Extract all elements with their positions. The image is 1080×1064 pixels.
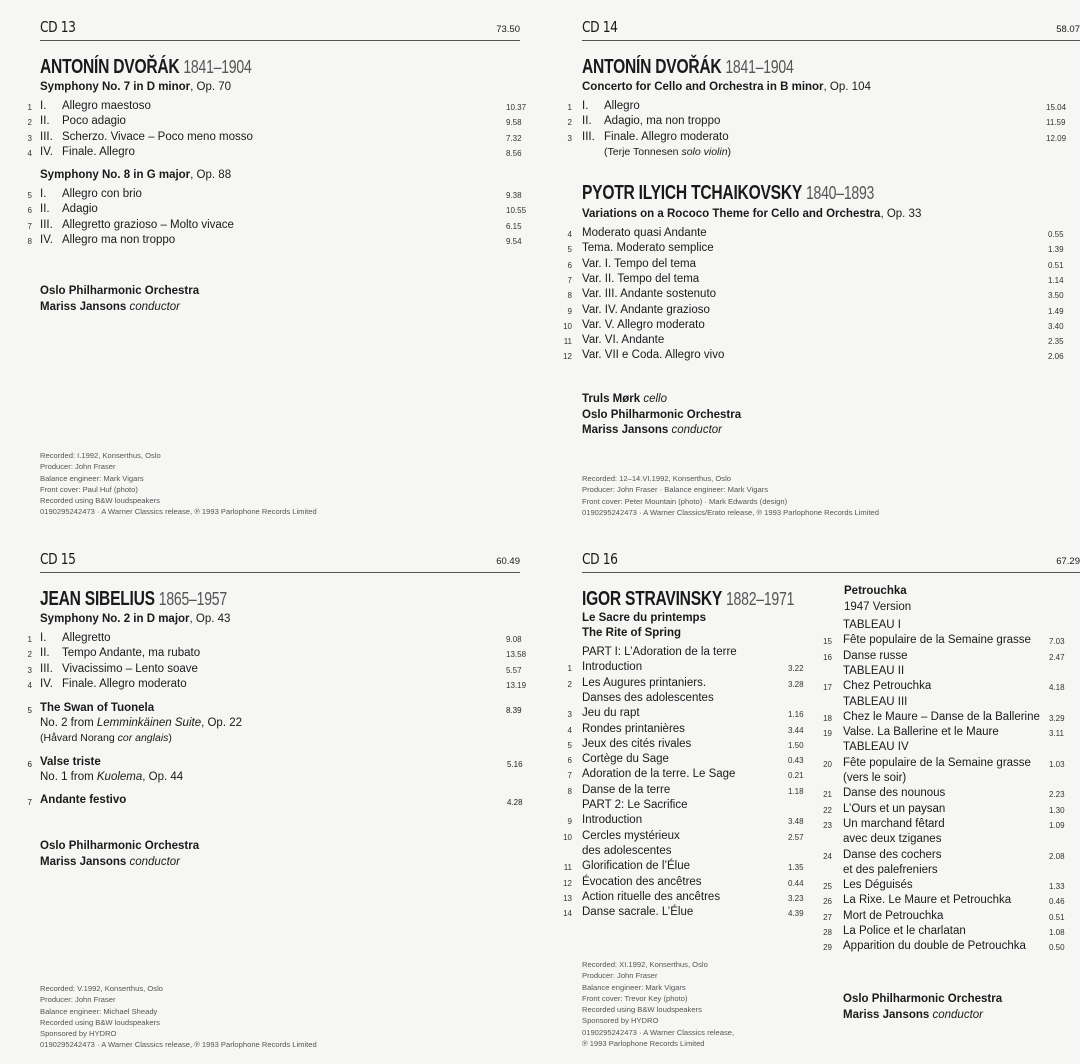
track-duration: 3.48 bbox=[788, 817, 804, 827]
track-number: 5 bbox=[27, 191, 32, 200]
composer-dates: 1841–1904 bbox=[183, 57, 252, 77]
track-title: Fête populaire de la Semaine grasse bbox=[843, 634, 1031, 647]
work-title: The Swan of Tuonela bbox=[40, 702, 155, 714]
cd-number: CD 16 bbox=[582, 550, 618, 568]
composer-dates: 1840–1893 bbox=[805, 183, 875, 203]
track-number: 7 bbox=[27, 221, 32, 231]
track-number: 3 bbox=[27, 665, 32, 675]
section-label: TABLEAU III bbox=[843, 695, 908, 708]
track-title: Cortège du Sage bbox=[582, 753, 669, 766]
track-title: Var. VII e Coda. Allegro vivo bbox=[582, 349, 725, 362]
track-duration: 3.28 bbox=[788, 679, 804, 689]
track-duration: 0.43 bbox=[788, 756, 804, 766]
credit-line: Sponsored by HYDRO bbox=[40, 1029, 117, 1039]
credit-line: Front cover: Trevor Key (photo) bbox=[582, 993, 688, 1003]
credit-line: Balance engineer: Mark Vigars bbox=[40, 473, 144, 483]
track-title: L’Ours et un paysan bbox=[843, 802, 946, 815]
cd13-header bbox=[40, 18, 520, 41]
track-duration: 0.21 bbox=[788, 771, 804, 781]
track-title: Finale. Allegro bbox=[62, 145, 135, 158]
track-duration: 3.50 bbox=[1048, 291, 1064, 301]
credit-line: Recorded using B&W loudspeakers bbox=[40, 496, 160, 506]
credit-line: Front cover: Paul Huf (photo) bbox=[40, 484, 138, 494]
cd15-header bbox=[40, 550, 520, 573]
work-title: Symphony No. 8 in G major, Op. 88 bbox=[40, 169, 232, 181]
track-duration: 9.58 bbox=[506, 118, 522, 128]
recording-credits bbox=[582, 959, 734, 1049]
track-duration: 2.08 bbox=[1049, 851, 1065, 861]
track-duration: 13.58 bbox=[506, 650, 527, 660]
movement-number: III. bbox=[40, 662, 53, 675]
soloist-note: (Håvard Norang cor anglais) bbox=[40, 732, 172, 744]
section-label: (vers le soir) bbox=[843, 772, 907, 784]
performers: Oslo Philharmonic Orchestra Mariss Jansons conductor bbox=[843, 993, 1003, 1021]
composer-name: IGOR STRAVINSKY bbox=[582, 588, 723, 610]
track-duration: 1.16 bbox=[788, 710, 804, 720]
recording-credits bbox=[40, 450, 317, 518]
cd-total-time: 73.50 bbox=[496, 24, 520, 35]
track-duration: 1.18 bbox=[788, 786, 804, 796]
track-duration: 9.54 bbox=[506, 236, 522, 246]
track-title: Danse des nounous bbox=[843, 787, 946, 800]
track-number: 4 bbox=[567, 725, 572, 735]
track-title: Var. VI. Andante bbox=[582, 334, 665, 347]
track-number: 1 bbox=[567, 103, 572, 112]
track-number: 6 bbox=[27, 760, 32, 769]
track-title: Tempo Andante, ma rubato bbox=[62, 647, 201, 660]
track-duration: 3.22 bbox=[788, 664, 804, 674]
track-title: Danse russe bbox=[843, 649, 908, 662]
track-number: 9 bbox=[567, 817, 572, 827]
track-duration: 0.51 bbox=[1048, 260, 1064, 270]
track-duration: 4.28 bbox=[507, 798, 523, 807]
cd14-panel bbox=[540, 0, 1080, 532]
performers: Truls Mørk cello Oslo Philharmonic Orchestra Mariss Jansons conductor bbox=[582, 393, 742, 436]
track-duration: 2.35 bbox=[1048, 337, 1064, 347]
track-number: 21 bbox=[823, 790, 832, 800]
credit-line: Balance engineer: Michael Sheady bbox=[40, 1006, 158, 1016]
movement-number: I. bbox=[40, 188, 47, 200]
track-duration: 2.57 bbox=[788, 832, 804, 842]
track-duration: 3.23 bbox=[788, 893, 804, 903]
work-title: Variations on a Rococo Theme for Cello and Orchestra, Op. 33 bbox=[582, 208, 922, 220]
soloist-note: (Terje Tonnesen solo violin) bbox=[604, 146, 732, 158]
composer-heading bbox=[582, 56, 794, 79]
cd13-panel bbox=[0, 0, 540, 532]
track-duration: 7.03 bbox=[1049, 637, 1065, 647]
track-title: Action rituelle des ancêtres bbox=[582, 890, 721, 903]
track-number: 2 bbox=[567, 679, 572, 689]
track-number: 28 bbox=[823, 928, 832, 937]
movement-number: II. bbox=[582, 115, 592, 128]
credit-line: Producer: John Fraser bbox=[40, 995, 116, 1005]
track-title: Apparition du double de Petrouchka bbox=[843, 940, 1026, 953]
track-duration: 8.39 bbox=[506, 706, 522, 715]
track-number: 8 bbox=[567, 786, 572, 796]
credit-line: Recorded using B&W loudspeakers bbox=[40, 1017, 160, 1027]
track-title: Allegretto grazioso – Molto vivace bbox=[62, 218, 234, 231]
track-duration: 1.30 bbox=[1049, 805, 1065, 815]
track-title: Rondes printanières bbox=[582, 722, 685, 735]
movement-number: I. bbox=[40, 632, 47, 644]
section-label: PART 2: Le Sacrifice bbox=[582, 799, 688, 811]
track-number: 8 bbox=[27, 236, 32, 246]
credit-line: ℗ 1993 Parlophone Records Limited bbox=[582, 1039, 705, 1049]
track-title: Adagio bbox=[62, 203, 98, 216]
track-title: La Police et le charlatan bbox=[843, 925, 966, 937]
track-duration: 4.39 bbox=[788, 909, 804, 919]
track-duration: 6.15 bbox=[506, 221, 522, 231]
credit-line: Balance engineer: Mark Vigars bbox=[582, 982, 686, 992]
composer-dates: 1841–1904 bbox=[725, 57, 794, 77]
track-number: 7 bbox=[27, 798, 32, 807]
track-duration: 9.08 bbox=[506, 635, 522, 644]
track-title: Allegretto bbox=[62, 632, 111, 644]
track-number: 18 bbox=[823, 713, 832, 723]
track-number: 12 bbox=[563, 352, 572, 362]
track-title: Var. I. Tempo del tema bbox=[582, 257, 696, 270]
track-number: 14 bbox=[563, 909, 572, 919]
track-title: Cercles mystérieux bbox=[582, 829, 680, 842]
track-title: Évocation des ancêtres bbox=[582, 875, 702, 888]
composer-heading bbox=[582, 588, 794, 611]
movement-number: III. bbox=[40, 218, 53, 231]
track-title: Adoration de la terre. Le Sage bbox=[582, 768, 736, 781]
track-duration: 0.51 bbox=[1049, 912, 1065, 922]
composer-name: ANTONÍN DVOŘÁK bbox=[40, 56, 180, 78]
track-duration: 0.46 bbox=[1049, 897, 1065, 907]
track-title: Fête populaire de la Semaine grasse bbox=[843, 756, 1031, 769]
cd14-header bbox=[582, 18, 1080, 41]
composer-heading bbox=[40, 56, 252, 79]
track-duration: 3.29 bbox=[1049, 713, 1065, 723]
performers: Oslo Philharmonic Orchestra Mariss Jansons conductor bbox=[40, 840, 200, 868]
track-number: 2 bbox=[27, 118, 32, 128]
composer-heading bbox=[40, 588, 227, 611]
track-duration: 10.37 bbox=[506, 103, 527, 112]
track-duration: 1.35 bbox=[788, 863, 804, 873]
track-number: 4 bbox=[27, 148, 32, 158]
movement-number: I. bbox=[582, 100, 589, 112]
track-number: 1 bbox=[27, 103, 32, 112]
conductor-name: Mariss Jansons bbox=[582, 424, 669, 436]
track-title: Var. IV. Andante grazioso bbox=[582, 303, 710, 316]
track-title: Finale. Allegro moderato bbox=[62, 677, 187, 690]
track-number: 1 bbox=[567, 664, 572, 674]
orchestra: Oslo Philharmonic Orchestra bbox=[40, 840, 200, 852]
track-number: 19 bbox=[823, 729, 832, 739]
track-title: Allegro con brio bbox=[62, 188, 142, 200]
track-title: Les Augures printaniers. bbox=[582, 676, 707, 689]
track-number: 9 bbox=[567, 306, 572, 316]
movement-number: IV. bbox=[40, 145, 54, 158]
track-title: Jeu du rapt bbox=[582, 707, 640, 720]
track-duration: 5.57 bbox=[506, 665, 522, 675]
track-number: 24 bbox=[823, 851, 832, 861]
recording-credits bbox=[582, 473, 879, 518]
track-number: 7 bbox=[567, 771, 572, 781]
track-duration: 13.19 bbox=[506, 680, 527, 690]
track-duration: 0.50 bbox=[1049, 943, 1065, 953]
track-duration: 1.14 bbox=[1048, 275, 1064, 285]
track-number: 12 bbox=[563, 878, 572, 888]
track-title: Var. II. Tempo del tema bbox=[582, 272, 700, 285]
track-title: Glorification de l’Élue bbox=[582, 860, 691, 873]
track-title: Var. III. Andante sostenuto bbox=[582, 288, 717, 301]
movement-number: II. bbox=[40, 203, 50, 216]
track-title: Finale. Allegro moderato bbox=[604, 130, 729, 143]
track-title: Poco adagio bbox=[62, 115, 126, 128]
track-duration: 2.06 bbox=[1048, 352, 1064, 362]
credit-line: Sponsored by HYDRO bbox=[582, 1016, 659, 1026]
cd-number: CD 14 bbox=[582, 18, 618, 36]
track-duration: 2.47 bbox=[1049, 652, 1065, 662]
conductor-name: Mariss Jansons bbox=[40, 855, 127, 868]
section-label: TABLEAU I bbox=[843, 619, 901, 631]
track-title: Mort de Petrouchka bbox=[843, 909, 944, 922]
composer-name: ANTONÍN DVOŘÁK bbox=[582, 56, 722, 78]
track-number: 6 bbox=[27, 206, 32, 216]
composer-dates: 1865–1957 bbox=[158, 589, 227, 609]
movement-number: I. bbox=[40, 100, 47, 112]
section-label: des adolescentes bbox=[582, 844, 672, 857]
track-duration: 11.59 bbox=[1046, 118, 1066, 128]
track-title: Danse sacrale. L’Élue bbox=[582, 906, 694, 919]
credit-line: Recorded: XI.1992, Konserthus, Oslo bbox=[582, 960, 708, 969]
work-title-english: The Rite of Spring bbox=[582, 627, 682, 639]
credit-line: 0190295242473 · A Warner Classics release, bbox=[582, 1027, 735, 1037]
track-duration: 7.32 bbox=[506, 133, 522, 143]
composer-dates: 1882–1971 bbox=[725, 589, 795, 609]
track-number: 3 bbox=[567, 133, 572, 143]
track-number: 2 bbox=[27, 650, 32, 660]
section-label: et des palefreniers bbox=[843, 863, 938, 876]
track-number: 17 bbox=[823, 683, 832, 693]
track-number: 11 bbox=[563, 337, 572, 347]
cd-number: CD 15 bbox=[40, 550, 76, 568]
track-number: 5 bbox=[567, 740, 572, 750]
track-duration: 1.49 bbox=[1048, 306, 1064, 316]
track-number: 16 bbox=[823, 652, 832, 662]
track-duration: 4.18 bbox=[1049, 683, 1065, 693]
track-title: Var. V. Allegro moderato bbox=[582, 318, 705, 331]
performers: Oslo Philharmonic Orchestra Mariss Jansons conductor bbox=[40, 285, 200, 313]
section-label: PART I: L’Adoration de la terre bbox=[582, 646, 737, 658]
track-number: 4 bbox=[567, 230, 572, 239]
track-duration: 3.40 bbox=[1048, 321, 1064, 331]
work-title: Symphony No. 2 in D major, Op. 43 bbox=[40, 613, 231, 625]
work-title: Valse triste bbox=[40, 756, 101, 768]
track-number: 2 bbox=[567, 118, 572, 128]
track-title: Danse des cochers bbox=[843, 848, 942, 861]
orchestra: Oslo Philharmonic Orchestra bbox=[582, 408, 742, 421]
track-number: 27 bbox=[823, 912, 832, 922]
track-title: Introduction bbox=[582, 661, 643, 674]
track-number: 7 bbox=[567, 275, 572, 285]
movement-number: III. bbox=[40, 130, 53, 143]
track-title: Vivacissimo – Lento soave bbox=[62, 662, 198, 675]
track-number: 6 bbox=[567, 756, 572, 766]
work-title: Concerto for Cello and Orchestra in B minor, Op. 104 bbox=[582, 81, 871, 93]
track-number: 10 bbox=[563, 832, 572, 842]
section-label: TABLEAU IV bbox=[843, 741, 909, 754]
work-version: 1947 Version bbox=[844, 601, 912, 613]
track-title: La Rixe. Le Maure et Petrouchka bbox=[843, 894, 1012, 907]
credit-line: Recorded: I.1992, Konserthus, Oslo bbox=[40, 451, 161, 460]
track-title: Introduction bbox=[582, 814, 643, 827]
track-title: Les Déguisés bbox=[843, 879, 913, 892]
track-number: 29 bbox=[823, 943, 832, 953]
credit-line: Recorded using B&W loudspeakers bbox=[582, 1005, 702, 1015]
cd-total-time: 67.29 bbox=[1056, 556, 1080, 567]
cd-total-time: 58.07 bbox=[1056, 24, 1080, 35]
track-number: 3 bbox=[27, 133, 32, 143]
movement-number: IV. bbox=[40, 233, 54, 246]
section-label: Danses des adolescentes bbox=[582, 691, 714, 704]
track-duration: 3.11 bbox=[1049, 729, 1064, 739]
track-number: 10 bbox=[563, 321, 572, 331]
track-number: 3 bbox=[567, 710, 572, 720]
recording-credits bbox=[40, 983, 317, 1051]
cd15-panel bbox=[0, 532, 540, 1064]
work-subtitle: No. 1 from Kuolema, Op. 44 bbox=[40, 771, 184, 783]
track-title: Un marchand fêtard bbox=[843, 817, 945, 830]
track-duration: 8.56 bbox=[506, 148, 522, 158]
track-number: 5 bbox=[567, 245, 572, 255]
track-duration: 1.03 bbox=[1049, 759, 1065, 769]
soloist-name: Truls Mørk bbox=[582, 393, 641, 405]
work-title: Andante festivo bbox=[40, 794, 127, 806]
work-title: Petrouchka bbox=[844, 585, 907, 597]
track-duration: 9.38 bbox=[506, 191, 522, 200]
section-label: TABLEAU II bbox=[843, 664, 905, 677]
cd16-panel bbox=[540, 532, 1080, 1064]
track-duration: 15.04 bbox=[1046, 103, 1067, 112]
orchestra: Oslo Philharmonic Orchestra bbox=[40, 285, 200, 297]
conductor-name: Mariss Jansons bbox=[40, 300, 127, 313]
track-duration: 2.23 bbox=[1049, 790, 1065, 800]
cd16-header bbox=[582, 550, 1080, 573]
track-duration: 1.33 bbox=[1049, 882, 1065, 892]
work-title: Le Sacre du printemps bbox=[582, 612, 706, 624]
track-number: 15 bbox=[823, 637, 832, 647]
composer-heading bbox=[582, 182, 874, 205]
track-number: 26 bbox=[823, 897, 832, 907]
track-number: 25 bbox=[823, 882, 832, 892]
track-duration: 3.44 bbox=[788, 725, 804, 735]
section-label: avec deux tziganes bbox=[843, 833, 942, 846]
credit-line: 0190295242473 · A Warner Classics release, ℗ 1993 Parlophone Records Limited bbox=[40, 507, 317, 517]
track-number: 22 bbox=[823, 805, 832, 815]
track-duration: 1.50 bbox=[788, 740, 804, 750]
conductor-name: Mariss Jansons bbox=[843, 1008, 930, 1021]
credit-line: 0190295242473 · A Warner Classics release, ℗ 1993 Parlophone Records Limited bbox=[40, 1040, 317, 1050]
track-number: 13 bbox=[563, 893, 572, 903]
credit-line: 0190295242473 · A Warner Classics/Erato release, ℗ 1993 Parlophone Records Limited bbox=[582, 507, 880, 517]
track-title: Adagio, ma non troppo bbox=[604, 115, 721, 128]
track-number: 5 bbox=[27, 706, 32, 715]
cd-total-time: 60.49 bbox=[496, 556, 520, 567]
movement-number: II. bbox=[40, 115, 50, 128]
cd-number: CD 13 bbox=[40, 18, 76, 36]
track-title: Allegro ma non troppo bbox=[62, 233, 176, 246]
credit-line: Recorded: 12–14.VI.1992, Konserthus, Oslo bbox=[582, 474, 732, 483]
track-duration: 10.55 bbox=[506, 206, 527, 216]
credit-line: Recorded: V.1992, Konserthus, Oslo bbox=[40, 984, 163, 993]
track-duration: 5.16 bbox=[507, 760, 523, 769]
track-title: Chez Petrouchka bbox=[843, 680, 932, 693]
track-title: Jeux des cités rivales bbox=[582, 737, 692, 750]
track-duration: 1.08 bbox=[1049, 928, 1065, 937]
track-number: 23 bbox=[823, 820, 832, 830]
credit-line: Producer: John Fraser bbox=[40, 462, 116, 472]
track-title: Danse de la terre bbox=[582, 783, 671, 796]
track-number: 11 bbox=[563, 863, 572, 873]
track-title: Allegro maestoso bbox=[62, 100, 151, 112]
work-subtitle: No. 2 from Lemminkäinen Suite, Op. 22 bbox=[40, 717, 243, 729]
track-title: Moderato quasi Andante bbox=[582, 227, 707, 239]
orchestra: Oslo Philharmonic Orchestra bbox=[843, 993, 1003, 1005]
track-number: 8 bbox=[567, 291, 572, 301]
composer-name: JEAN SIBELIUS bbox=[40, 588, 155, 610]
track-duration: 0.55 bbox=[1048, 230, 1064, 239]
track-duration: 12.09 bbox=[1046, 133, 1067, 143]
track-title: Tema. Moderato semplice bbox=[582, 242, 714, 255]
track-number: 4 bbox=[27, 680, 32, 690]
movement-number: IV. bbox=[40, 677, 54, 690]
track-duration: 1.39 bbox=[1048, 245, 1064, 255]
credit-line: Front cover: Peter Mountain (photo) · Mark Edwards (design) bbox=[582, 496, 788, 506]
track-title: Chez le Maure – Danse de la Ballerine bbox=[843, 710, 1040, 723]
credit-line: Producer: John Fraser bbox=[582, 971, 658, 981]
credit-line: Producer: John Fraser · Balance engineer: Mark Vigars bbox=[582, 485, 768, 495]
track-title: Valse. La Ballerine et le Maure bbox=[843, 726, 999, 739]
movement-number: III. bbox=[582, 130, 595, 143]
track-number: 20 bbox=[823, 759, 832, 769]
track-number: 1 bbox=[27, 635, 32, 644]
track-number: 6 bbox=[567, 260, 572, 270]
track-title: Allegro bbox=[604, 100, 640, 112]
track-duration: 0.44 bbox=[788, 878, 804, 888]
track-duration: 1.09 bbox=[1049, 820, 1065, 830]
movement-number: II. bbox=[40, 647, 50, 660]
work-title: Symphony No. 7 in D minor, Op. 70 bbox=[40, 81, 232, 93]
track-title: Scherzo. Vivace – Poco meno mosso bbox=[62, 130, 253, 143]
composer-name: PYOTR ILYICH TCHAIKOVSKY bbox=[582, 182, 803, 204]
